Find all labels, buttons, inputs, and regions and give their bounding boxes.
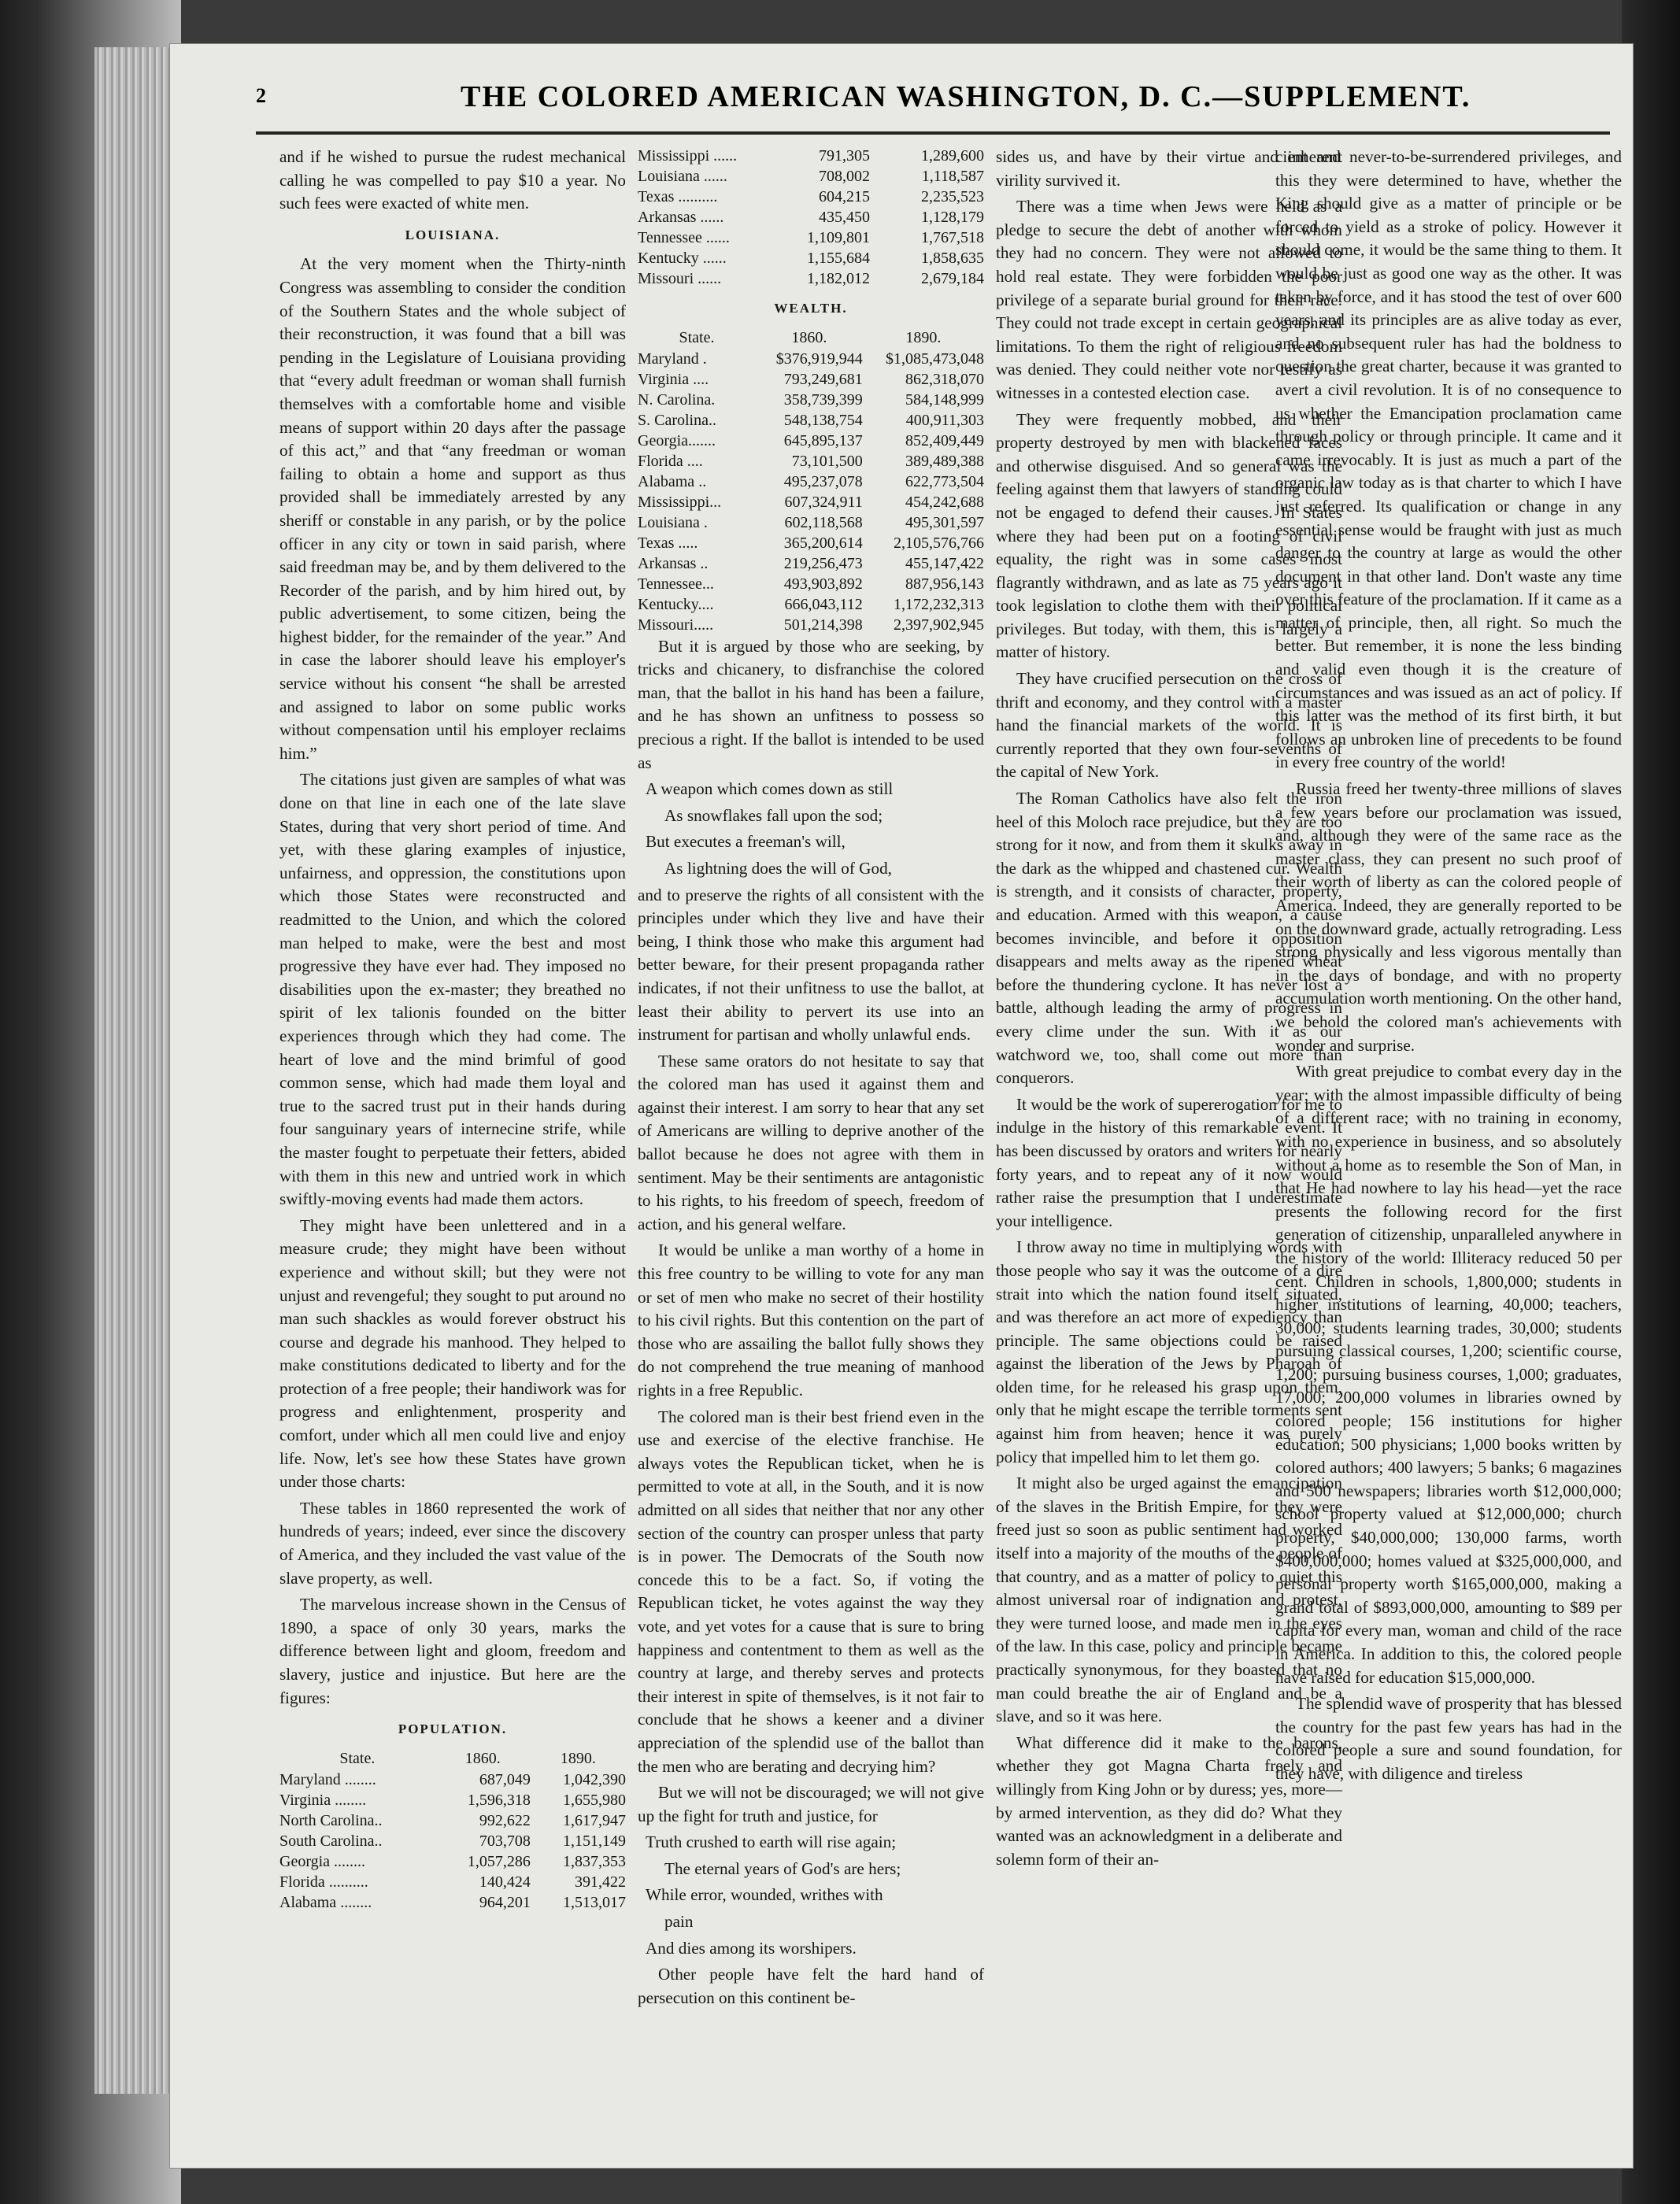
table-cell: 389,489,388	[905, 452, 984, 470]
table-cell: 358,739,399	[783, 390, 863, 409]
table-cell: Maryland .	[638, 349, 707, 368]
paragraph: At the very moment when the Thirty-ninth Congress was assembling to consider the condition of the Southern States and the whole subject of their reconstruction, it was found that a bill was pending in the Legislature of Louisiana providing that “every adult freedman or woman shall furnish themselves with a comfortable home and visible means of support within 20 days after the passage of this act,” and that “any freedman or woman failing to obtain a home and support as thus provided shall be immediately arrested by any sheriff or constable in any parish, or by the police officer in any city or town in said parish, where said freedman may be, and by them delivered to the Recorder of the parish, and by him hired out, by public advertisement, to some citizen, being the highest bidder, for the remainder of the year.” And in case the laborer should leave his employer's service without his consent “he shall be arrested and assigned to labor on some public works without compensation until his employer reclaims him.”	[279, 254, 626, 763]
paragraph: The Roman Catholics have also felt the iron heel of this Moloch race prejudice, but they are too strong for it now, and from them it skulks away in the dark as the whipped and chastened cur. Wealth is strength, and it consists of character, property, and education. Armed with this weapon, a cause becomes invincible, and before it opposition disappears and melts away as the ripened wheat before the thundering cyclone. It has never lost a battle, although leading the army of progress in every clime under the sun. With it as our watchword we, too, shall come out more than conquerors.	[996, 789, 1342, 1088]
table-row	[638, 451, 984, 471]
table-cell: 1,289,600	[921, 147, 984, 165]
table-cell: 365,200,614	[783, 534, 863, 552]
table-cell: 1,151,149	[563, 1832, 626, 1850]
table-cell: 140,424	[479, 1873, 531, 1891]
column-4	[1275, 146, 1622, 1789]
paragraph: sides us, and have by their virtue and inherent virility survived it.	[996, 147, 1342, 190]
newspaper-page	[169, 43, 1634, 2169]
table-row	[638, 187, 984, 207]
wealth-table	[638, 327, 984, 635]
table-cell: 548,138,754	[783, 411, 863, 429]
table-cell: 862,318,070	[905, 370, 984, 388]
table-row	[279, 1769, 626, 1790]
table-cell: 493,903,892	[783, 575, 863, 593]
paragraph: There was a time when Jews were held as a pledge to secure the debt of another with whom they had no concern. They were not allowed to hold real estate. They were forbidden the poor privilege of a separate burial ground for their race. They could not trade except in certain geographical limitations. To them the right of religious freedom was denied. They could neither vote nor testify as witnesses in a contested election case.	[996, 197, 1342, 402]
table-cell: 495,301,597	[905, 513, 984, 531]
paragraph: The splendid wave of prosperity that has blessed the country for the past few years has had in the colored people a sure and sound foundation, for they have, with diligence and tireless	[1275, 1694, 1622, 1783]
table-cell: 1,172,232,313	[894, 595, 984, 613]
table-cell: 584,148,999	[905, 390, 984, 409]
table-cell: 1,057,286	[467, 1852, 531, 1870]
table-cell: 791,305	[819, 147, 870, 165]
table-cell: 455,147,422	[905, 554, 984, 572]
table-cell: 1,109,801	[807, 229, 870, 246]
table-cell: Louisiana ......	[638, 168, 727, 185]
table-cell: 1,513,017	[563, 1893, 626, 1911]
table-row	[638, 410, 984, 431]
table-row	[279, 1892, 626, 1913]
verse-line: Truth crushed to earth will rise again;	[646, 1832, 897, 1852]
table-cell: Alabama ..	[638, 472, 707, 490]
verse-line: While error, wounded, writhes with	[646, 1885, 883, 1905]
table-cell: 73,101,500	[791, 452, 863, 470]
table-cell: Tennessee ......	[638, 229, 730, 246]
table-cell: 1,042,390	[563, 1770, 626, 1788]
table-row	[638, 471, 984, 492]
table-cell: 622,773,504	[905, 472, 984, 490]
paragraph: Other people have felt the hard hand of persecution on this continent be-	[638, 1965, 984, 2007]
table-row	[638, 207, 984, 227]
table-header: State.	[339, 1749, 376, 1767]
table-cell: 2,105,576,766	[894, 534, 984, 552]
table-row	[279, 1790, 626, 1810]
table-cell: 1,596,318	[467, 1791, 531, 1809]
table-row	[638, 369, 984, 390]
table-cell: Tennessee...	[638, 575, 714, 593]
paragraph: These tables in 1860 represented the work of hundreds of years; indeed, ever since the discovery of America, and they included the vast value of the slave property, as well.	[279, 1498, 626, 1588]
header-rule	[256, 131, 1610, 135]
table-cell: 495,237,078	[783, 472, 863, 490]
table-cell: 1,837,353	[563, 1852, 626, 1870]
table-cell: Texas ..........	[638, 188, 718, 205]
table-header: 1860.	[791, 328, 827, 346]
table-cell: 2,397,902,945	[894, 616, 984, 634]
table-header-row	[638, 327, 984, 349]
table-header: 1890.	[560, 1749, 596, 1767]
table-cell: S. Carolina..	[638, 411, 716, 429]
table-cell: Texas .....	[638, 534, 698, 552]
table-cell: 708,002	[819, 168, 870, 185]
table-cell: Virginia ........	[279, 1791, 367, 1809]
table-cell: Mississippi ......	[638, 147, 738, 165]
table-cell: Missouri ......	[638, 270, 722, 287]
verse-line: The eternal years of God's are hers;	[664, 1858, 901, 1878]
table-cell: 666,043,112	[784, 595, 863, 613]
verse-line: But executes a freeman's will,	[646, 832, 846, 852]
table-row	[279, 1810, 626, 1831]
paragraph: They might have been unlettered and in a measure crude; they might have been without experience and without skill; but they were not unjust and revengeful; they sought to put around no man such shackles as would forever obstruct his course and degrade his manhood. They helped to make constitutions dedicated to liberty and for the protection of a free people; their handiwork was for progress and enlightenment, prosperity and comfort, under which all men could live and enjoy life. Now, let's see how these States have grown under those charts:	[279, 1215, 626, 1492]
table-cell: Kentucky ......	[638, 250, 727, 267]
paragraph: But it is argued by those who are seeking, by tricks and chicanery, to disfranchise the colored man, that the ballot in his hand has been a failure, and he has shown an unfitness to possess so precious a right. If the ballot is intended to be used as	[638, 636, 984, 772]
table-cell: Alabama ........	[279, 1893, 372, 1911]
paragraph: It might also be urged against the emancipation of the slaves in the British Empire, for they were freed just so soon as public sentiment had worked itself into a majority of the mouths of the people of that country, and as a matter of policy to quiet this almost universal roar of indignation and protest, they were turned loose, and made men in the eyes of the law. In this case, policy and principle became practically synonymous, for they boasted that no man could breathe the air of England and be a slave, and so it was here.	[996, 1474, 1342, 1726]
table-cell: 1,858,635	[921, 250, 984, 267]
table-cell: 964,201	[479, 1893, 531, 1911]
table-header: State.	[679, 328, 715, 346]
table-row	[638, 615, 984, 635]
table-cell: 1,767,518	[921, 229, 984, 246]
table-cell: 992,622	[479, 1811, 531, 1829]
table-cell: 391,422	[575, 1873, 626, 1891]
table-row	[638, 166, 984, 187]
table-header: 1890.	[905, 328, 942, 346]
paragraph: The marvelous increase shown in the Census of 1890, a space of only 30 years, marks the difference between light and gloom, freedom and slavery, justice and injustice. But here are the figures:	[279, 1595, 626, 1707]
table-cell: 454,242,688	[905, 493, 984, 511]
table-cell: 400,911,303	[905, 411, 984, 429]
table-cell: 607,324,911	[784, 493, 863, 511]
paragraph: I throw away no time in multiplying words with those people who say it was the outcome of a dire strait into which the nation found itself situated, and was therefore an act more of expediency than principle. The same objections could be raised against the liberation of the Jews by Pharoah of olden time, for he released his grasp upon them, only that he might escape the terrible torments sent against him from heaven; hence it was purely policy that impelled him to let them go.	[996, 1237, 1342, 1466]
paragraph: They have crucified persecution on the cross of thrift and economy, and they control with a master hand the financial markets of the world. It is currently reported that they own four-sevenths of the capital of New York.	[996, 669, 1342, 782]
table-cell: Arkansas ......	[638, 209, 724, 226]
table-cell: 703,708	[479, 1832, 531, 1850]
table-row	[638, 574, 984, 594]
table-cell: 435,450	[819, 209, 870, 226]
population-table-part-1	[279, 1747, 626, 1913]
table-row	[638, 390, 984, 410]
page-number: 2	[256, 84, 266, 107]
table-cell: 1,155,684	[807, 250, 870, 267]
table-cell: Mississippi...	[638, 493, 722, 511]
table-row	[638, 553, 984, 574]
table-cell: Missouri.....	[638, 616, 714, 634]
table-row	[279, 1831, 626, 1851]
table-cell: Maryland ........	[279, 1770, 376, 1788]
paragraph: But we will not be discouraged; we will not give up the fight for truth and justice, for	[638, 1783, 984, 1825]
page-header	[256, 73, 1610, 125]
table-cell: Virginia ....	[638, 370, 709, 388]
table-row	[638, 492, 984, 512]
section-heading-louisiana: LOUISIANA.	[405, 227, 501, 242]
table-cell: 1,617,947	[563, 1811, 626, 1829]
table-cell: 852,409,449	[905, 431, 984, 449]
table-row	[638, 227, 984, 248]
paragraph: The citations just given are samples of what was done on that line in each one of the late slave States, during that very short period of time. And yet, with these glaring examples of injustice, unfairness, and oppression, the constitutions upon which those States were reconstructed and readmitted to the Union, and which the colored man helped to make, were the best and most progressive they have ever had. They imposed no disabilities upon the ex-master; they breathed no spirit of lex talionis founded on the bitter experiences through which they had come. The heart of love and the mind brimful of good common sense, which had made them loyal and true to the sacred trust put in their hands during four sanguinary years of internecine strife, while the master fought to perpetuate their fetters, abided with them in this new and untried work in which swiftly-moving events had made them actors.	[279, 770, 626, 1209]
table-cell: Georgia.......	[638, 431, 716, 449]
paragraph: Russia freed her twenty-three millions of slaves a few years before our proclamation was issued, and, although they were of the same race as the master class, they can present no such proof of their worth of liberty as can the colored people of America. Indeed, they are generally reported to be on the downward grade, actually retrograding. Less strong physically and less vigorous mentally than in the days of bondage, and with no property accumulation worth mentioning. On the other hand, we behold the colored man's achievements with wonder and surprise.	[1275, 779, 1622, 1055]
table-cell: 219,256,473	[783, 554, 863, 572]
table-cell: Florida ....	[638, 452, 703, 470]
table-row	[638, 146, 984, 166]
verse-line: pain	[664, 1912, 694, 1932]
table-header: 1860.	[464, 1749, 501, 1767]
table-cell: 1,118,587	[921, 168, 984, 185]
table-cell: 501,214,398	[783, 616, 863, 634]
paragraph: What difference did it make to the barons, whether they got Magna Charta freely and willingly from King John or by duress; yes, more—by armed intervention, as they did do? What they wanted was an acknowledgment in a deliberate and solemn form of their an-	[996, 1733, 1342, 1869]
verse-line: And dies among its worshipers.	[646, 1938, 857, 1958]
table-row	[638, 431, 984, 451]
paragraph: These same orators do not hesitate to say that the colored man has used it against them and against their interest. I am sorry to hear that any set of Americans are willing to deprive another of the ballot because he does not agree with them in sentiment. May be their sentiments are antagonistic to his rights, to his freedom of speech, freedom of action, and his general welfare.	[638, 1051, 984, 1233]
paragraph: With great prejudice to combat every day in the year; with the almost impassible difficulty of being of a different race; with no training in economy, with no experience in business, and so absolutely without a home as to resemble the Son of Man, in that He had nowhere to lay his head—yet the race presents the following record for the first generation of citizenship, unparalleled anywhere in the history of the world: Illiteracy reduced 50 per cent. Children in schools, 1,800,000; students in higher institutions of learning, 40,000; teachers, 30,000; students learning trades, 30,000; students pursuing classical courses, 1,200; scientific course, 1,200; pursuing business courses, 1,000; graduates, 17,000; 200,000 volumes in libraries owned by colored people; 156 institutions for higher education; 500 physicians; 1,000 books written by colored authors; 400 lawyers; 5 banks; 6 magazines and 500 newspapers; libraries worth $12,000,000; school property valued at $12,000,000; church property, $40,000,000; 130,000 farms, worth $400,000,000; homes valued at $325,000,000, and personal property worth $165,000,000, making a grand total of $893,000,000, amounting to $89 per capita for every man, woman and child of the race in America. In addition to this, the colored people have raised for education $15,000,000.	[1275, 1062, 1622, 1687]
verse-line: A weapon which comes down as still	[646, 779, 894, 799]
table-cell: Kentucky....	[638, 595, 714, 613]
table-row	[279, 1851, 626, 1872]
table-row	[638, 349, 984, 369]
table-row	[279, 1872, 626, 1892]
table-cell: 1,182,012	[807, 270, 870, 287]
column-1	[279, 146, 626, 1913]
paragraph: The colored man is their best friend even in the use and exercise of the elective franchise. He always votes the Republican ticket, when he is permitted to vote at all, in the South, and it is now admitted on all sides that neither that nor any other section of the country can prosper unless that party is in power. The Democrats of the South now concede this to be a fact. So, if voting the Republican ticket, he votes against the way they vote, and yet votes for a cause that is sure to bring happiness and contentment to them as well as the country at large, and thereby serves and protects their interest in spite of themselves, is it not fair to conclude that he shows a keener and a diviner appreciation of the splendid use of the ballot than the men who are berating and decrying him?	[638, 1407, 984, 1776]
paragraph: It would be the work of supererogation for me to indulge in the history of this remarkable event. It has been discussed by orators and writers for nearly forty years, and to repeat any of it now would rather raise the presumption that I underestimate your intelligence.	[996, 1094, 1342, 1230]
table-row	[638, 268, 984, 289]
table-row	[638, 248, 984, 268]
table-cell: 793,249,681	[783, 370, 863, 388]
table-cell: $1,085,473,048	[886, 349, 984, 368]
table-cell: 2,235,523	[921, 188, 984, 205]
table-header-row	[279, 1747, 626, 1769]
population-table-heading: POPULATION.	[398, 1721, 508, 1737]
table-cell: North Carolina..	[279, 1811, 383, 1829]
masthead-title: THE COLORED AMERICAN WASHINGTON, D. C.—SUPPLEMENT.	[461, 80, 1471, 113]
table-cell: Georgia ........	[279, 1852, 366, 1870]
table-cell: 602,118,568	[784, 513, 863, 531]
paragraph: They were frequently mobbed, and their property destroyed by men with blackened faces and otherwise disguised. And so general was the feeling against them that lawyers of standing could not be engaged to defend their causes. In States where they had been put on a footing of civil equality, the right was in some cases most flagrantly withdrawn, and as late as 75 years ago it took legislation to clothe them with their political privileges. But today, with them, this is largely a matter of history.	[996, 409, 1342, 662]
table-cell: 645,895,137	[783, 431, 863, 449]
table-row	[638, 512, 984, 533]
wealth-table-heading: WEALTH.	[774, 301, 848, 316]
table-cell: $376,919,944	[775, 349, 863, 368]
table-cell: N. Carolina.	[638, 390, 716, 409]
verse-line: As snowflakes fall upon the sod;	[664, 805, 883, 825]
table-cell: 2,679,184	[921, 270, 984, 287]
table-cell: 1,655,980	[563, 1791, 626, 1809]
table-cell: Arkansas ..	[638, 554, 709, 572]
table-row	[638, 533, 984, 553]
verse-line: As lightning does the will of God,	[664, 858, 892, 878]
table-cell: 604,215	[819, 188, 870, 205]
table-cell: 887,956,143	[905, 575, 984, 593]
paragraph: It would be unlike a man worthy of a home in this free country to be willing to vote for any man or set of men who make no secret of their hostility to his civil rights. But this contention on the part of those who are assailing the ballot fully shows they do not comprehend the true meaning of manhood rights in a free Republic.	[638, 1241, 984, 1400]
table-cell: Louisiana .	[638, 513, 708, 531]
table-cell: 1,128,179	[921, 209, 984, 226]
table-cell: Florida ..........	[279, 1873, 368, 1891]
column-2	[638, 146, 984, 2013]
paragraph: cient and never-to-be-surrendered privileges, and this they were determined to have, whether the King should give as a matter of principle or be forced to yield as a stroke of policy. However it should come, it would be the same thing to them. It would be just as good one way as the other. It was taken by force, and it has stood the test of over 600 years, and its principles are as alive today as ever, and no subsequent ruler has had the boldness to question the great charter, because it was granted to avert a civil revolution. It is of no consequence to us whether the Emancipation proclamation came through policy or through principle. It came and it came irrevocably. It is just as much a part of the organic law today as is that charter to which I have just referred. Its qualification or change in any essential sense would be fraught with just as much danger to the country at large as would the other document in that other land. Don't waste any time over this feature of the proclamation. If it came as a matter of principle, then, all right. So much the better. But remember, it is none the less binding and valid even though it is the creature of circumstances and was issued as an act of policy. If this latter was the method of its first birth, it but follows an unbroken line of precedents to be found in every free country of the world!	[1275, 147, 1622, 772]
paragraph: and if he wished to pursue the rudest mechanical calling he was compelled to pay $10 a year. No such fees were exacted of white men.	[279, 147, 626, 213]
population-table-part-2	[638, 146, 984, 289]
table-cell: South Carolina..	[279, 1832, 383, 1850]
paragraph: and to preserve the rights of all consistent with the principles under which they live and have their being, I think those who make this argument had better beware, for their present propaganda rather indicates, if not their unfitness to use the ballot, at least their ability to pervert its use into an instrument for partisan and wholly unlawful ends.	[638, 885, 984, 1045]
table-row	[638, 594, 984, 615]
table-cell: 687,049	[479, 1770, 531, 1788]
